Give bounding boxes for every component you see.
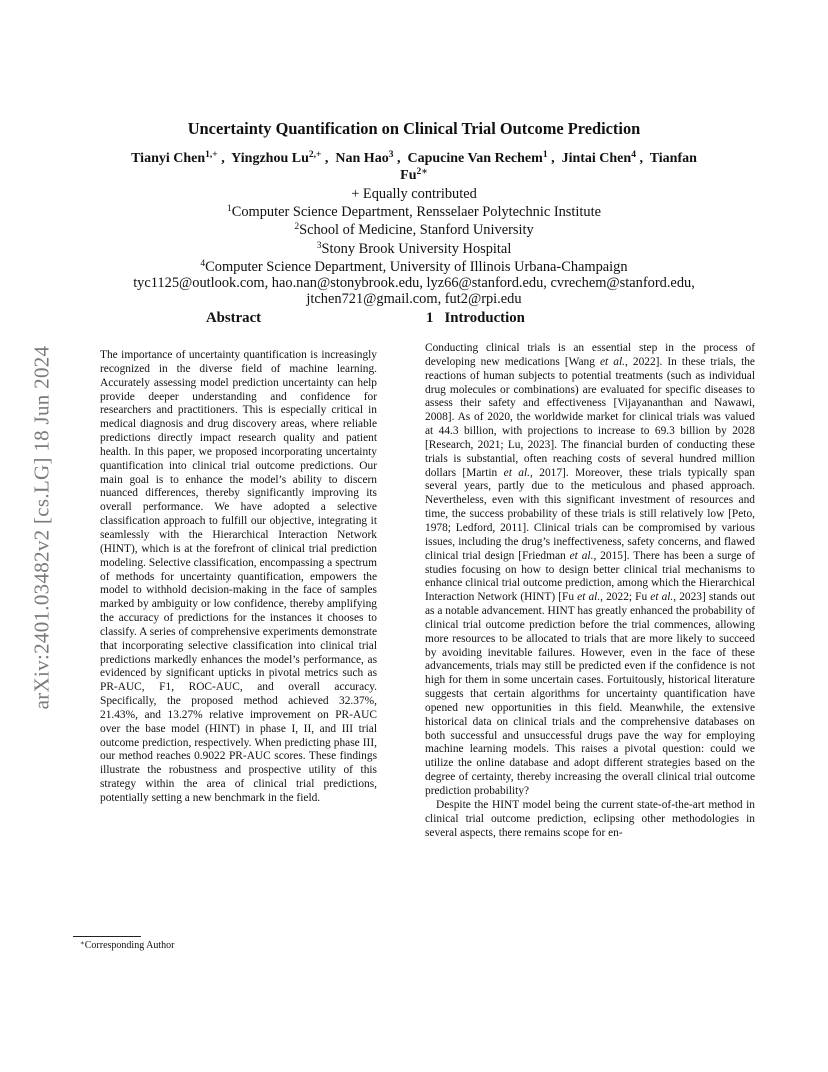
- affiliation-text: Computer Science Department, Rensselaer Polytechnic Institute: [231, 204, 601, 220]
- affiliation-4: [60, 259, 768, 276]
- affiliation-1: [60, 204, 768, 221]
- author-affiliation-mark: 3: [388, 150, 394, 160]
- author-affiliation-mark: 4: [631, 150, 636, 160]
- text-run: , 2023] stands out as a notable advancement. HINT has greatly enhanced the probability of clinical trial outcome prediction before the trial commences, allowing more resources to be allocated to trials that are more likely to succeed by avoiding inevitable failures. However, even in the face of these advancements, trials may still be predicted even if the confidence is not high for them in some uncertain cases. Fortuitously, historical literature suggests that certain algorithms for uncertainty quantification have opened new opportunities in this field. Meanwhile, the extensive historical data on clinical trials and the comprehensive databases on both successful and unsuccessful drugs pave the way for employing machine learning models. This raises a pivotal question: could we utilize the online database and adopt different strategies based on the degree of certainty, thereby increasing the overall clinical trial outcome prediction probability?: [425, 591, 755, 797]
- footnote-mark: ∗: [80, 939, 85, 947]
- abstract-heading: Abstract: [206, 310, 262, 326]
- section-number: 1: [426, 310, 434, 326]
- introduction-paragraph-1: [425, 342, 755, 799]
- author-list-line2: [60, 168, 768, 184]
- equal-contribution-note: + Equally contributed: [351, 186, 477, 202]
- footnote: [80, 940, 174, 951]
- abstract-body: [100, 349, 377, 806]
- arxiv-stamp-text: arXiv:2401.03482v2 [cs.LG] 18 Jun 2024: [29, 345, 54, 709]
- affiliation-3: [60, 241, 768, 258]
- author-name: Fu: [400, 168, 417, 183]
- author-name: Jintai Chen: [561, 151, 632, 166]
- et-al: et al.: [503, 466, 530, 479]
- et-al: et al.: [650, 591, 674, 604]
- text-run: , 2017]. Moreover, these trials typically span several years, partly due to the meticulous and phased approach. Nevertheless, even with this significant investment of resources and time, the success probability of these trials is still relatively low [Peto, 1978; Ledford, 2011]. Clinical trials can be compromised by various issues, including the drug’s ineffectiveness, safety concerns, and flawed clinical trial design [Friedman: [425, 466, 756, 562]
- paper-title: Uncertainty Quantification on Clinical Trial Outcome Prediction: [187, 119, 641, 138]
- author-list-line1: Tianyi Chen$^{1,+}$ , Yingzhou $Lu^{2,+}$ , Nan Hao$^3$ , Capucine Van Rechem$^1$ , Jintai Chen$^4$ , Tianfan: [131, 150, 697, 166]
- author-affiliation-mark: 2,+: [308, 150, 322, 160]
- introduction-paragraph-2: Despite the HINT model being the current state-of-the-art method in clinical trial outcome prediction, eclipsing other methodologies in several aspects, there remains scope for en-: [425, 798, 755, 839]
- email-list-line2: jtchen721@gmail.com, fut2@rpi.edu: [306, 291, 522, 307]
- et-al: et al.: [599, 355, 625, 368]
- footnote-text: Corresponding Author: [84, 940, 175, 951]
- author-name: Tianfan: [649, 151, 697, 166]
- introduction-heading: [426, 310, 525, 327]
- footnote-rule: [73, 936, 141, 937]
- text-run: , 2022]. In these trials, the reactions of human subjects to potential treatments (such as individual drug molecules or combinations) are evaluated for specific diseases to assess their safety and effectiveness [Vijayananthan and Nawawi, 2008]. As of 2020, the worldwide market for clinical trials was valued at 44.3 billion, with projections to increase to 69.3 billion by 2028 [Research, 2021; Lu, 2023]. The financial burden of conducting these trials is substantial, often reaching costs of several hundred million dollars [Martin: [425, 355, 755, 479]
- author-name: Nan Hao: [335, 151, 389, 166]
- author-name: Tianyi Chen: [131, 151, 206, 166]
- affiliation-text: Stony Brook University Hospital: [321, 241, 512, 257]
- affiliation-mark: 4: [200, 259, 206, 269]
- author-name: Yingzhou Lu: [231, 151, 309, 166]
- author-affiliation-mark: 1: [542, 150, 548, 160]
- affiliation-mark: 3: [316, 241, 322, 251]
- text-run: , 2022; Fu: [600, 591, 651, 604]
- affiliation-2: [60, 222, 768, 239]
- text-run: , 2015]. There has been a surge of studies focusing on how to design better clinical trial mechanisms to enhance clinical trial outcome prediction, among which the Hierarchical Interaction Network (HINT) [Fu: [425, 549, 755, 604]
- introduction-body: [425, 342, 755, 840]
- affiliation-mark: 1: [226, 204, 232, 214]
- abstract-paragraph: The importance of uncertainty quantification is increasingly recognized in the diverse field of machine learning. Accurately assessing model prediction uncertainty can help provide deeper understanding and confidence for researchers and practitioners. This is especially critical in medical diagnosis and drug discovery areas, where reliable predictions directly impact research quality and patient health. In this paper, we proposed incorporating uncertainty quantification into clinical trial outcome predictions. Our main goal is to enhance the model’s ability to discern nuanced differences, thereby significantly improving its overall performance. We have adopted a selective classification approach to fulfill our objective, integrating it seamlessly with the Hierarchical Interaction Network (HINT), which is at the forefront of clinical trial prediction modeling. Selective classification, encompassing a spectrum of methods for uncertainty quantification, empowers the model to withhold decision-making in the face of samples marked by ambiguity or low confidence, thereby amplifying the accuracy of predictions for the instances it chooses to classify. A series of comprehensive experiments demonstrate that incorporating selective classification into clinical trial predictions markedly enhances the model’s performance, as evidenced by significant upticks in pivotal metrics such as PR-AUC, F1, ROC-AUC, and overall accuracy. Specifically, the proposed method achieved 32.37%, 21.43%, and 13.27% relative improvement on PR-AUC over the base model (HINT) in phase I, II, and III trial outcome prediction, respectively. When predicting phase III, our method reaches 0.9022 PR-AUC scores. These findings illustrate the robustness and prospective utility of this strategy within the area of clinical trial predictions, potentially setting a new benchmark in the field.: [100, 349, 377, 804]
- author-name: Capucine Van Rechem: [407, 151, 543, 166]
- author-affiliation-mark: 1,+: [205, 150, 218, 160]
- affiliation-mark: 2: [294, 222, 300, 232]
- affiliation-text: School of Medicine, Stanford University: [299, 222, 534, 238]
- arxiv-stamp: [22, 292, 62, 762]
- affiliation-text: Computer Science Department, University of Illinois Urbana-Champaign: [205, 259, 628, 275]
- et-al: et al.: [569, 549, 594, 562]
- et-al: et al.: [577, 591, 601, 604]
- text-run: Conducting clinical trials is an essential step in the process of developing new medications [Wang: [425, 342, 755, 368]
- email-list-line1: tyc1125@outlook.com, hao.nan@stonybrook.edu, lyz66@stanford.edu, cvrechem@stanford.edu,: [133, 275, 695, 291]
- section-title: Introduction: [444, 310, 525, 326]
- author-affiliation-mark: 2∗: [416, 167, 428, 177]
